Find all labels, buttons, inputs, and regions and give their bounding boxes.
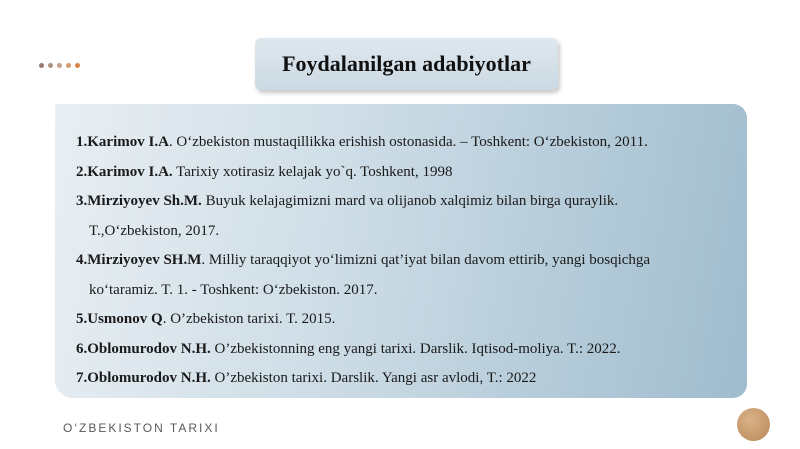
footer-label: O‘ZBEKISTON TARIXI xyxy=(63,421,220,435)
dot-icon xyxy=(75,63,80,68)
reference-text: . O‘zbekiston mustaqillikka erishish ostonasida. – Toshkent: O‘zbekiston, 2011. xyxy=(168,134,648,150)
dot-icon xyxy=(39,63,44,68)
reference-item: 7.Oblomurodov N.H. O’zbekiston tarixi. Darslik. Yangi asr avlodi, T.: 2022 xyxy=(76,370,537,386)
page-title: Foydalanilgan adabiyotlar xyxy=(282,51,531,76)
decorative-circle xyxy=(737,408,770,441)
reference-text: Buyuk kelajagimizni mard va olijanob xalqimiz bilan birga quraylik. xyxy=(201,193,619,209)
reference-text-cont: ko‘taramiz. T. 1. - Toshkent: O‘zbekiston. 2017. xyxy=(89,281,378,298)
reference-item: 3.Mirziyoyev Sh.M. Buyuk kelajagimizni mard va olijanob xalqimiz bilan birga quraylik. T.,O‘zbekiston, 2017. xyxy=(76,187,727,246)
reference-author: Karimov I.A xyxy=(87,134,169,150)
reference-item: 2.Karimov I.A. Tarixiy xotirasiz kelajak yo`q. Toshkent, 1998 xyxy=(76,163,453,180)
reference-text: . O’zbekiston tarixi. T. 2015. xyxy=(162,311,336,327)
reference-text-cont: T.,O‘zbekiston, 2017. xyxy=(89,222,220,239)
reference-item: 6.Oblomurodov N.H. O’zbekistonning eng yangi tarixi. Darslik. Iqtisod-moliya. T.: 2022. xyxy=(76,340,621,357)
reference-item: 4.Mirziyoyev SH.M. Milliy taraqqiyot yo‘limizni qat’iyat bilan davom ettirib, yangi bosqichga ko‘taramiz. T. 1. - Toshkent: O‘zbekiston. 2017. xyxy=(76,246,727,305)
reference-author: Oblomurodov N.H. xyxy=(87,370,211,386)
dot-icon xyxy=(66,63,71,68)
reference-author: Oblomurodov N.H. xyxy=(87,340,211,357)
title-box xyxy=(255,38,558,90)
dot-icon xyxy=(48,63,53,68)
reference-author: Karimov I.A. xyxy=(87,163,173,180)
reference-text: O’zbekistonning eng yangi tarixi. Darslik. Iqtisod-moliya. T.: 2022. xyxy=(210,340,621,357)
reference-author: Usmonov Q xyxy=(87,311,163,327)
reference-item: 5.Usmonov Q. O’zbekiston tarixi. T. 2015. xyxy=(76,311,336,327)
reference-author: Mirziyoyev SH.M xyxy=(87,252,202,268)
reference-item: 1.Karimov I.A. O‘zbekiston mustaqillikka erishish ostonasida. – Toshkent: O‘zbekiston, 2011. xyxy=(76,134,648,150)
reference-author: Mirziyoyev Sh.M. xyxy=(87,193,202,209)
dot-icon xyxy=(57,63,62,68)
reference-text: Tarixiy xotirasiz kelajak yo`q. Toshkent, 1998 xyxy=(172,163,453,180)
references-list xyxy=(76,128,727,394)
reference-text: . Milliy taraqqiyot yo‘limizni qat’iyat bilan davom ettirib, yangi bosqichga xyxy=(201,252,651,268)
reference-text: O’zbekiston tarixi. Darslik. Yangi asr avlodi, T.: 2022 xyxy=(210,370,537,386)
decorative-dots xyxy=(39,63,80,68)
